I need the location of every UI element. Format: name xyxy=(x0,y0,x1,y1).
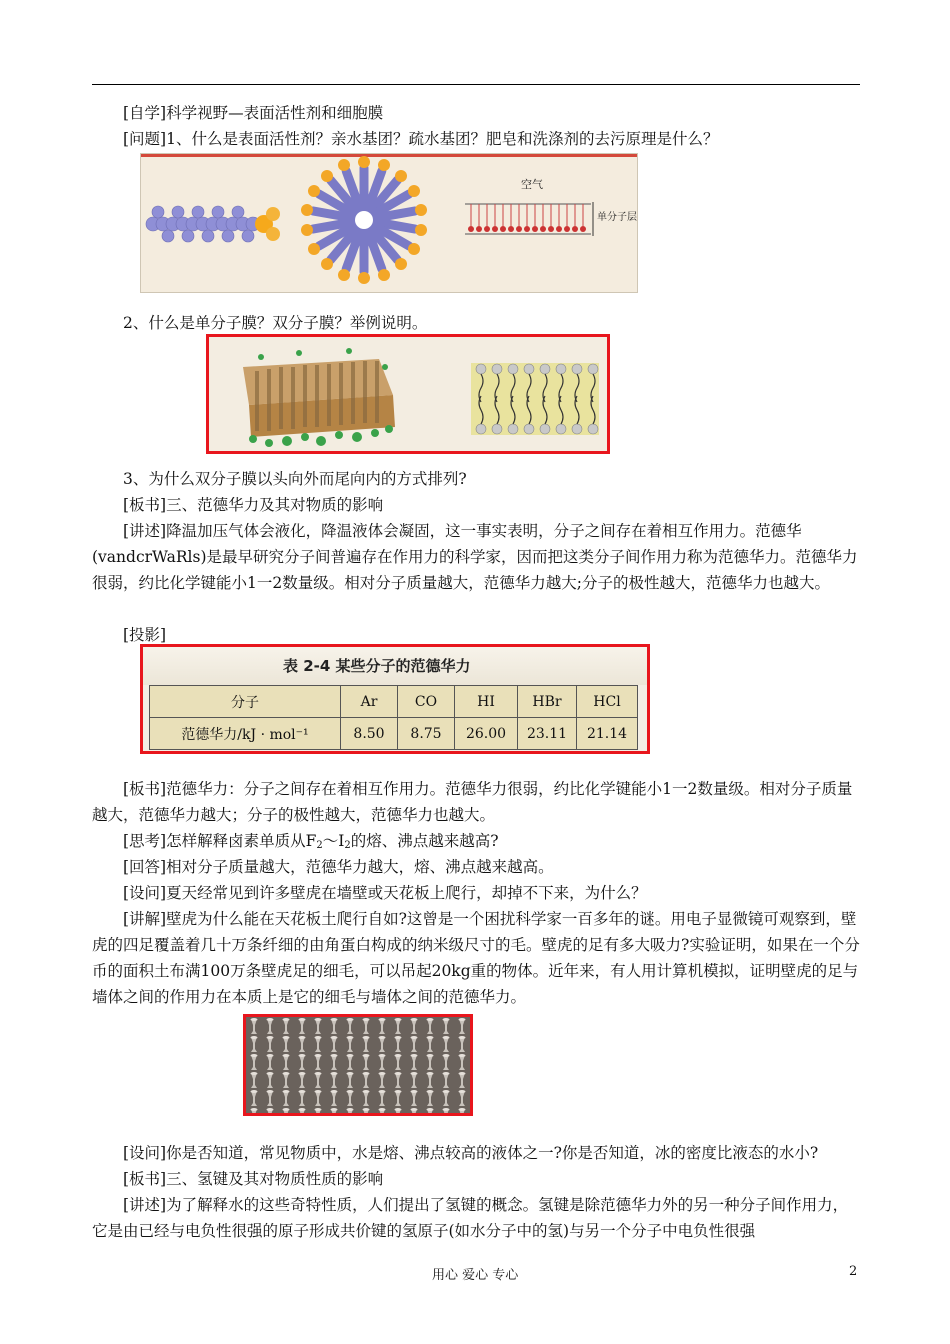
table-cell: 23.11 xyxy=(518,718,577,750)
table-cell: CO xyxy=(398,686,455,718)
question-line-1: [问题]1、什么是表面活性剂？亲水基团？疏水基团？肥皂和洗涤剂的去污原理是什么？ xyxy=(123,130,719,148)
table-cell: Ar xyxy=(341,686,398,718)
gecko-setae-figure xyxy=(243,1014,473,1116)
monolayer-label: 单分子层 xyxy=(597,212,637,223)
self-study-line: [自学]科学视野—表面活性剂和细胞膜 xyxy=(123,104,384,122)
vdw-table xyxy=(149,685,638,750)
table-cell: 范德华力/kJ · mol⁻¹ xyxy=(150,718,341,750)
air-label: 空气 xyxy=(521,178,543,191)
bilayer-figure xyxy=(206,334,610,454)
question-line-2: 2、什么是单分子膜？双分子膜？举例说明。 xyxy=(123,314,428,332)
lecture-paragraph-vdw: [讲述]降温加压气体会液化，降温液体会凝固，这一事实表明，分子之间存在着相互作用力。范德华(vandcrWaRls)是最早研究分子间普遍存在作用力的科学家，因而把这类分子间作用力称为范德华力。范德华力很弱，约比化学键能小1一2数量级。相对分子质量越大，范德华力越大;分子的极性越大，范德华力也越大。 xyxy=(92,522,858,592)
table-cell: 21.14 xyxy=(577,718,638,750)
board-heading-hbond: [板书]三、氢键及其对物质性质的影响 xyxy=(123,1170,384,1188)
table-cell: HCl xyxy=(577,686,638,718)
table-cell: 26.00 xyxy=(455,718,518,750)
footer-motto: 用心 爱心 专心 xyxy=(432,1268,519,1283)
table-cell: HI xyxy=(455,686,518,718)
table-cell: HBr xyxy=(518,686,577,718)
lecture-paragraph-hbond: [讲述]为了解释水的这些奇特性质，人们提出了氢键的概念。氢键是除范德华力外的另一种分子间作用力，它是由已经与电负性很强的原子形成共价键的氢原子(如水分子中的氢)与另一个分子中电负性很强 xyxy=(92,1196,849,1240)
surfactant-figure xyxy=(140,153,638,293)
table-title: 表 2-4 某些分子的范德华力 xyxy=(143,647,647,685)
question-gecko: [设问]夏天经常见到许多壁虎在墙壁或天花板上爬行，却掉不下来，为什么？ xyxy=(123,884,647,902)
question-water: [设问]你是否知道，常见物质中，水是熔、沸点较高的液体之一?你是否知道，冰的密度比液态的水小? xyxy=(123,1144,819,1162)
table-cell: 8.75 xyxy=(398,718,455,750)
table-header-row xyxy=(150,686,638,718)
board-heading-vdw: [板书]三、范德华力及其对物质的影响 xyxy=(123,496,384,514)
table-row xyxy=(150,718,638,750)
bilayer-schematic xyxy=(471,363,599,435)
table-cell: 8.50 xyxy=(341,718,398,750)
table-cell: 分子 xyxy=(150,686,341,718)
explanation-gecko: [讲解]壁虎为什么能在天花板土爬行自如?这曾是一个困扰科学家一百多年的谜。用电子显微镜可观察到，壁虎的四足覆盖着几十万条纤细的由角蛋白构成的纳米级尺寸的毛。壁虎的足有多大吸力?实验证明，如果在一个分币的面积土布满100万条壁虎足的细毛，可以吊起20kg重的物体。近年来，有人用计算机模拟，证明壁虎的足与墙体之间的作用力在本质上是它的细毛与墙体之间的范德华力。 xyxy=(92,910,860,1006)
projection-label: [投影] xyxy=(123,626,167,644)
answer-line: [回答]相对分子质量越大，范德华力越大，熔、沸点越来越高。 xyxy=(123,858,554,876)
header-rule xyxy=(92,84,860,85)
thinking-line: [思考]怎样解释卤素单质从$F_2\sim I_2$的熔、沸点越来越高? xyxy=(123,832,499,851)
page-number: 2 xyxy=(849,1264,858,1279)
question-line-3: 3、为什么双分子膜以头向外而尾向内的方式排列? xyxy=(123,470,467,488)
board-definition-vdw: [板书]范德华力：分子之间存在着相互作用力。范德华力很弱，约比化学键能小1一2数量级。相对分子质量越大，范德华力越大；分子的极性越大，范德华力也越大。 xyxy=(92,780,853,824)
vdw-table-figure xyxy=(140,644,650,754)
